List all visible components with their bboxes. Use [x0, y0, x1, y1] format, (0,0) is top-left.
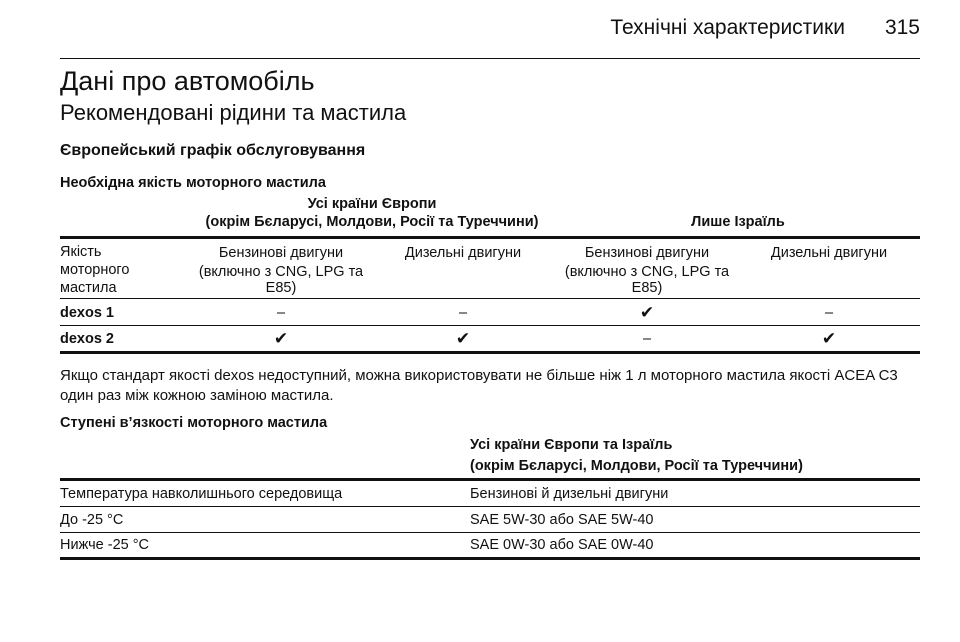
table2-group-line2: (окрім Бєларусі, Молдови, Росії та Туреччини)	[470, 458, 803, 474]
table1-rule	[60, 298, 920, 299]
table2-rule1	[60, 506, 920, 507]
table2-row2-temp: Нижче -25 °C	[60, 537, 150, 553]
table1-row-rule	[60, 325, 920, 326]
table1-col3-line2: (включно з CNG, LPG та E85)	[564, 264, 730, 296]
table1-row1-cell4: –	[824, 305, 834, 321]
table2-col2-header: Бензинові й дизельні двигуни	[470, 486, 669, 502]
note-paragraph: Якщо стандарт якості dexos недоступний, можна використовувати не більше ніж 1 л моторного мастила якості ACEA C3 один раз між кожною заміною мастила.	[60, 367, 898, 404]
table1-col1-line2: (включно з CNG, LPG та E85)	[198, 264, 364, 296]
page-number: 315	[884, 16, 920, 39]
subsection-title: Рекомендовані рідини та мастила	[60, 100, 407, 125]
table1-row1-label: dexos 1	[60, 305, 114, 321]
table1-row2-cell1: ✔	[273, 329, 289, 348]
sub-subsection-title: Європейський графік обслуговування	[60, 142, 366, 159]
table2-row1-grade: SAE 5W-30 або SAE 5W-40	[470, 512, 654, 528]
table1-row2-cell2: ✔	[455, 329, 471, 348]
table2-row1-temp: До -25 °C	[60, 512, 124, 528]
table1-group-israel: Лише Ізраїль	[691, 214, 785, 230]
table1-header-rule	[60, 236, 920, 239]
table1-col2-line1: Дизельні двигуни	[404, 245, 522, 261]
table1-row2-cell3: –	[642, 331, 652, 347]
table1-row-header: Якість моторного мастила	[60, 244, 130, 296]
table1-group-europe-line2: (окрім Бєларусі, Молдови, Росії та Туреччини)	[205, 214, 539, 230]
header-title: Технічні характеристики	[610, 16, 845, 39]
table1-bottom-rule	[60, 351, 920, 354]
table2-col1-header: Температура навколишнього середовища	[60, 486, 343, 502]
table2-header-rule	[60, 478, 920, 481]
table1-row1-cell2: –	[458, 305, 468, 321]
table1-col3-line1: Бензинові двигуни	[584, 245, 710, 261]
section-title: Дані про автомобіль	[60, 66, 315, 96]
table1-caption: Необхідна якість моторного мастила	[60, 175, 326, 191]
table1-row2-cell4: ✔	[821, 329, 837, 348]
table2-row2-grade: SAE 0W-30 або SAE 0W-40	[470, 537, 654, 553]
table1-row1-cell3: ✔	[639, 303, 655, 322]
table1-row2-label: dexos 2	[60, 331, 114, 347]
running-header	[610, 16, 920, 40]
table2-caption: Ступені в’язкості моторного мастила	[60, 415, 328, 431]
table1-row1-cell1: –	[276, 305, 286, 321]
header-rule	[60, 58, 920, 59]
table2-bottom-rule	[60, 557, 920, 560]
table2-rule2	[60, 532, 920, 533]
table2-group-line1: Усі країни Європи та Ізраїль	[470, 437, 673, 453]
table1-group-europe-line1: Усі країни Європи	[307, 196, 437, 212]
table1-col1-line1: Бензинові двигуни	[218, 245, 344, 261]
table1-col4-line1: Дизельні двигуни	[770, 245, 888, 261]
